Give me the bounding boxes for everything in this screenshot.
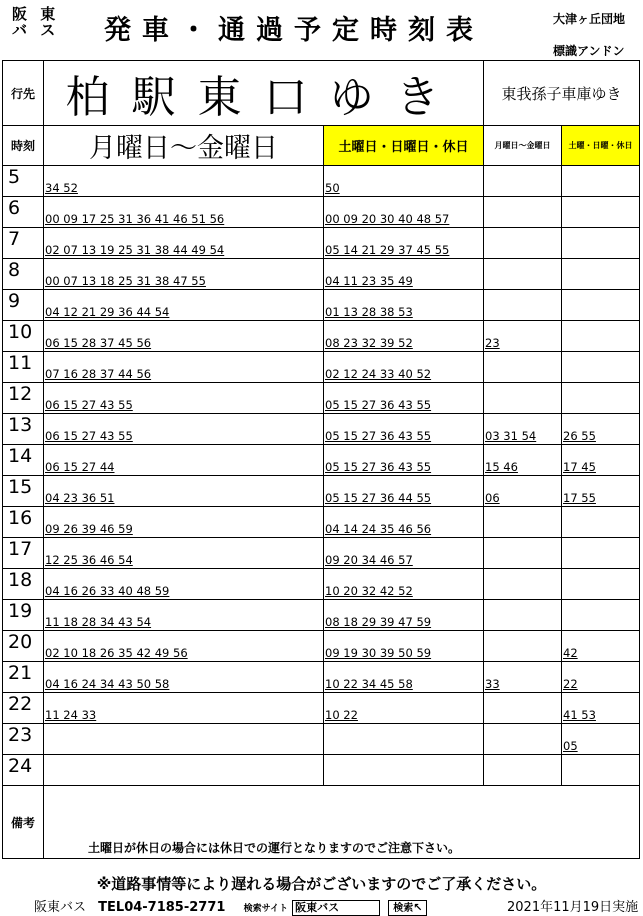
minutes-list: 41 53 (563, 708, 596, 722)
minutes-cell-main-weekday (44, 197, 324, 228)
hour-row (3, 290, 640, 321)
minutes-list: 11 18 28 34 43 54 (45, 615, 152, 629)
minutes-cell-main-holiday (324, 321, 484, 352)
operator-logo (12, 6, 72, 38)
minutes-cell-alt-weekday (484, 197, 562, 228)
hour-row (3, 414, 640, 445)
minutes-cell-main-weekday (44, 166, 324, 197)
hour-cell: 12 (3, 383, 44, 414)
minutes-cell-main-holiday (324, 259, 484, 290)
main-holiday-header: 土曜日・日曜日・休日 (324, 126, 484, 166)
minutes-list: 05 15 27 36 44 55 (325, 491, 432, 505)
minutes-list: 01 13 28 38 53 (325, 305, 413, 319)
remarks-row (3, 786, 640, 859)
minutes-list: 06 15 27 44 (45, 460, 115, 474)
minutes-list: 05 (563, 739, 578, 753)
minutes-cell-main-holiday (324, 352, 484, 383)
remarks-label: 備考 (3, 786, 44, 859)
minutes-cell-alt-weekday (484, 755, 562, 786)
minutes-list: 06 15 27 43 55 (45, 429, 133, 443)
hour-row (3, 662, 640, 693)
minutes-cell-main-holiday (324, 197, 484, 228)
minutes-list: 04 12 21 29 36 44 54 (45, 305, 170, 319)
hour-cell: 21 (3, 662, 44, 693)
minutes-cell-alt-holiday (562, 538, 640, 569)
search-site-label: 検索サイト (243, 904, 288, 914)
page-title: 発車・通過予定時刻表 (104, 15, 484, 46)
minutes-list: 34 52 (45, 181, 78, 195)
minutes-list: 06 15 28 37 45 56 (45, 336, 152, 350)
minutes-list: 33 (485, 677, 500, 691)
minutes-cell-alt-weekday (484, 414, 562, 445)
minutes-list: 22 (563, 677, 578, 691)
hour-cell: 18 (3, 569, 44, 600)
minutes-cell-alt-weekday (484, 445, 562, 476)
minutes-cell-alt-weekday (484, 321, 562, 352)
minutes-cell-main-holiday (324, 414, 484, 445)
hour-cell: 23 (3, 724, 44, 755)
hour-cell: 10 (3, 321, 44, 352)
hour-cell: 6 (3, 197, 44, 228)
hour-row (3, 383, 640, 414)
minutes-list: 07 16 28 37 44 56 (45, 367, 152, 381)
stop-subtitle: 標識アンドン (553, 44, 625, 58)
minutes-cell-alt-weekday (484, 228, 562, 259)
minutes-cell-main-holiday (324, 631, 484, 662)
minutes-list: 23 (485, 336, 500, 350)
minutes-cell-alt-weekday (484, 662, 562, 693)
minutes-list: 04 23 36 51 (45, 491, 115, 505)
alt-holiday-header: 土曜・日曜・休日 (562, 126, 640, 166)
minutes-list: 05 15 27 36 43 55 (325, 429, 432, 443)
minutes-list: 09 26 39 46 59 (45, 522, 133, 536)
minutes-cell-alt-holiday (562, 197, 640, 228)
minutes-cell-main-weekday (44, 352, 324, 383)
minutes-cell-alt-holiday (562, 724, 640, 755)
minutes-list: 04 16 26 33 40 48 59 (45, 584, 170, 598)
hour-cell: 15 (3, 476, 44, 507)
minutes-list: 12 25 36 46 54 (45, 553, 133, 567)
minutes-list: 11 24 33 (45, 708, 97, 722)
minutes-cell-alt-holiday (562, 631, 640, 662)
hour-row (3, 259, 640, 290)
hour-row (3, 445, 640, 476)
minutes-cell-main-holiday (324, 724, 484, 755)
minutes-list: 05 15 27 36 43 55 (325, 460, 432, 474)
minutes-cell-main-weekday (44, 693, 324, 724)
hour-row (3, 476, 640, 507)
minutes-list: 10 22 34 45 58 (325, 677, 413, 691)
minutes-cell-main-holiday (324, 538, 484, 569)
hour-row (3, 693, 640, 724)
search-button (388, 900, 427, 916)
minutes-cell-alt-holiday (562, 693, 640, 724)
minutes-cell-main-weekday (44, 259, 324, 290)
operator-line-2: バ ス (12, 21, 60, 39)
minutes-list: 09 20 34 46 57 (325, 553, 413, 567)
hour-row (3, 352, 640, 383)
cursor-icon: ↖ (413, 900, 423, 914)
minutes-list: 00 09 20 30 40 48 57 (325, 212, 450, 226)
hour-cell: 8 (3, 259, 44, 290)
minutes-list: 03 31 54 (485, 429, 537, 443)
time-label: 時刻 (3, 126, 44, 166)
minutes-list: 08 23 32 39 52 (325, 336, 413, 350)
minutes-list: 06 (485, 491, 500, 505)
minutes-cell-alt-weekday (484, 476, 562, 507)
minutes-cell-main-holiday (324, 693, 484, 724)
effective-date: 2021年11月19日実施 (507, 900, 639, 915)
hour-cell: 17 (3, 538, 44, 569)
hour-cell: 5 (3, 166, 44, 197)
minutes-cell-alt-weekday (484, 259, 562, 290)
minutes-cell-alt-weekday (484, 352, 562, 383)
minutes-cell-alt-holiday (562, 321, 640, 352)
minutes-list: 02 07 13 19 25 31 38 44 49 54 (45, 243, 225, 257)
minutes-cell-main-weekday (44, 724, 324, 755)
minutes-list: 04 11 23 35 49 (325, 274, 413, 288)
minutes-cell-alt-holiday (562, 352, 640, 383)
minutes-cell-alt-holiday (562, 755, 640, 786)
remarks-text: 土曜日が休日の場合には休日での運行となりますのでご注意下さい。 (44, 786, 640, 859)
minutes-cell-alt-holiday (562, 600, 640, 631)
hour-cell: 20 (3, 631, 44, 662)
minutes-list: 05 14 21 29 37 45 55 (325, 243, 450, 257)
minutes-list: 10 22 (325, 708, 358, 722)
footer-company: 阪東バス (34, 900, 87, 915)
minutes-cell-main-holiday (324, 383, 484, 414)
minutes-cell-main-weekday (44, 414, 324, 445)
minutes-list: 26 55 (563, 429, 596, 443)
minutes-cell-main-weekday (44, 228, 324, 259)
minutes-list: 04 16 24 34 43 50 58 (45, 677, 170, 691)
minutes-cell-alt-holiday (562, 228, 640, 259)
hour-row (3, 569, 640, 600)
minutes-cell-main-holiday (324, 507, 484, 538)
minutes-cell-main-weekday (44, 662, 324, 693)
alt-weekday-header: 月曜日～金曜日 (484, 126, 562, 166)
minutes-cell-main-holiday (324, 755, 484, 786)
minutes-list: 15 46 (485, 460, 518, 474)
hour-row (3, 166, 640, 197)
hour-row (3, 631, 640, 662)
footer (34, 896, 427, 916)
minutes-list: 06 15 27 43 55 (45, 398, 133, 412)
minutes-list: 50 (325, 181, 340, 195)
minutes-cell-main-holiday (324, 600, 484, 631)
minutes-cell-alt-weekday (484, 631, 562, 662)
minutes-list: 09 19 30 39 50 59 (325, 646, 432, 660)
minutes-cell-main-holiday (324, 290, 484, 321)
minutes-cell-main-weekday (44, 290, 324, 321)
hour-cell: 7 (3, 228, 44, 259)
minutes-list: 05 15 27 36 43 55 (325, 398, 432, 412)
minutes-cell-alt-holiday (562, 476, 640, 507)
hour-cell: 11 (3, 352, 44, 383)
minutes-cell-alt-weekday (484, 693, 562, 724)
hour-row (3, 228, 640, 259)
stop-name: 大津ヶ丘団地 (553, 12, 626, 26)
destination-row (3, 61, 640, 126)
hour-row (3, 321, 640, 352)
minutes-cell-alt-holiday (562, 445, 640, 476)
minutes-cell-main-weekday (44, 321, 324, 352)
delay-notice: ※道路事情等により遅れる場合がございますのでご了承ください。 (96, 875, 547, 893)
hour-cell: 24 (3, 755, 44, 786)
minutes-list: 04 14 24 35 46 56 (325, 522, 432, 536)
minutes-cell-main-weekday (44, 507, 324, 538)
minutes-list: 42 (563, 646, 578, 660)
minutes-list: 08 18 29 39 47 59 (325, 615, 432, 629)
hour-cell: 9 (3, 290, 44, 321)
hour-row (3, 507, 640, 538)
minutes-cell-alt-holiday (562, 414, 640, 445)
minutes-cell-alt-weekday (484, 538, 562, 569)
destination-label: 行先 (3, 61, 44, 126)
minutes-cell-main-weekday (44, 445, 324, 476)
minutes-cell-alt-holiday (562, 569, 640, 600)
minutes-cell-alt-weekday (484, 290, 562, 321)
minutes-cell-main-weekday (44, 383, 324, 414)
minutes-cell-alt-holiday (562, 507, 640, 538)
destination-main: 柏駅東口ゆき (44, 61, 484, 126)
minutes-cell-alt-weekday (484, 383, 562, 414)
hour-row (3, 600, 640, 631)
minutes-list: 02 10 18 26 35 42 49 56 (45, 646, 188, 660)
minutes-cell-alt-weekday (484, 166, 562, 197)
hour-row (3, 197, 640, 228)
minutes-list: 17 55 (563, 491, 596, 505)
minutes-cell-alt-weekday (484, 724, 562, 755)
minutes-cell-main-holiday (324, 445, 484, 476)
hour-row (3, 724, 640, 755)
minutes-cell-alt-weekday (484, 600, 562, 631)
hour-cell: 22 (3, 693, 44, 724)
minutes-cell-main-holiday (324, 662, 484, 693)
minutes-cell-main-holiday (324, 166, 484, 197)
day-header-row (3, 126, 640, 166)
minutes-cell-alt-holiday (562, 259, 640, 290)
minutes-cell-main-weekday (44, 631, 324, 662)
main-weekday-header: 月曜日～金曜日 (44, 126, 324, 166)
search-input: 阪東バス (292, 900, 380, 916)
minutes-cell-main-holiday (324, 228, 484, 259)
minutes-list: 02 12 24 33 40 52 (325, 367, 432, 381)
hour-cell: 16 (3, 507, 44, 538)
minutes-cell-main-holiday (324, 476, 484, 507)
minutes-list: 00 07 13 18 25 31 38 47 55 (45, 274, 206, 288)
minutes-cell-alt-holiday (562, 383, 640, 414)
minutes-cell-alt-holiday (562, 166, 640, 197)
minutes-cell-main-weekday (44, 476, 324, 507)
minutes-cell-alt-weekday (484, 569, 562, 600)
minutes-cell-main-holiday (324, 569, 484, 600)
minutes-cell-main-weekday (44, 569, 324, 600)
minutes-cell-alt-holiday (562, 662, 640, 693)
minutes-cell-main-weekday (44, 600, 324, 631)
hour-row (3, 538, 640, 569)
operator-line-1: 阪 東 (12, 5, 60, 23)
minutes-list: 17 45 (563, 460, 596, 474)
destination-alt: 東我孫子車庫ゆき (484, 61, 640, 126)
search-button-label: 検索 (393, 902, 414, 914)
minutes-cell-main-weekday (44, 538, 324, 569)
footer-tel: TEL04-7185-2771 (98, 900, 226, 915)
minutes-cell-alt-holiday (562, 290, 640, 321)
hour-cell: 13 (3, 414, 44, 445)
hour-cell: 19 (3, 600, 44, 631)
timetable (2, 60, 640, 859)
hour-cell: 14 (3, 445, 44, 476)
minutes-list: 10 20 32 42 52 (325, 584, 413, 598)
minutes-list: 00 09 17 25 31 36 41 46 51 56 (45, 212, 225, 226)
minutes-cell-alt-weekday (484, 507, 562, 538)
minutes-cell-main-weekday (44, 755, 324, 786)
hour-row (3, 755, 640, 786)
